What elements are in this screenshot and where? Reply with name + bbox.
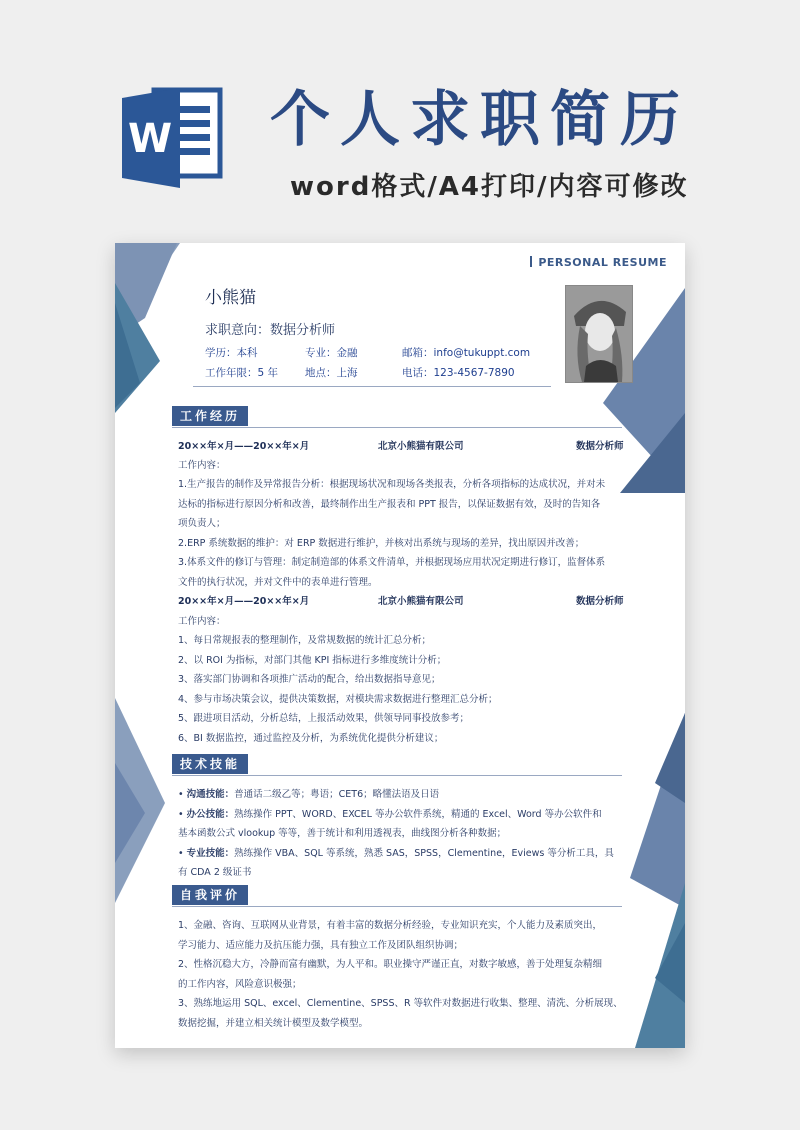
section-divider (172, 427, 622, 428)
job-line: 1.生产报告的制作及异常报告分析：根据现场状况和现场各类报表，分析各项指标的达成状况，并对未 (178, 479, 606, 490)
skill-item: • 办公技能：熟练操作 PPT、WORD、EXCEL 等办公软件系统，精通的 Excel、Word 等办公软件和 (178, 809, 602, 820)
job-line: 6、BI 数据监控，通过监控及分析，为系统优化提供分析建议； (178, 733, 444, 744)
self-eval-line: 2、性格沉稳大方，冷静而富有幽默，为人平和。职业操守严谨正直，对数字敏感，善于处理复杂精细 (178, 959, 603, 970)
info-email: 邮箱：info@tukuppt.com (402, 347, 531, 359)
section-work-experience: 工作经历 (172, 406, 248, 426)
job-company: 北京小熊猫有限公司 (378, 441, 464, 452)
section-divider (172, 775, 622, 776)
job-line: 5、跟进项目活动，分析总结，上报活动效果，供领导同事投放参考； (178, 713, 470, 724)
job-intent: 求职意向：数据分析师 (205, 323, 336, 338)
self-eval-line: 1、金融、咨询、互联网从业背景，有着丰富的数据分析经验，专业知识充实，个人能力及素质突出， (178, 920, 603, 931)
section-divider (172, 906, 622, 907)
job-role: 数据分析师 (576, 441, 624, 452)
info-education: 学历：本科 (205, 347, 258, 359)
profile-photo (565, 285, 633, 383)
word-logo-icon (118, 84, 228, 194)
job-line: 2、以 ROI 为指标，对部门其他 KPI 指标进行多维度统计分析； (178, 655, 447, 666)
candidate-name: 小熊猫 (205, 288, 256, 308)
info-phone: 电话：123-4567-7890 (402, 367, 515, 379)
job-period: 20××年×月——20××年×月 (178, 441, 310, 452)
job-company: 北京小熊猫有限公司 (378, 596, 464, 607)
resume-sheet (115, 243, 685, 1048)
info-years: 工作年限：5 年 (205, 367, 279, 379)
self-eval-line: 学习能力、适应能力及抗压能力强，具有独立工作及团队组织协调； (178, 940, 464, 951)
job-line: 文件的执行状况，并对文件中的表单进行管理。 (178, 577, 378, 588)
header-banner (0, 0, 800, 240)
job-content-label: 工作内容： (178, 616, 226, 627)
job-line: 3.体系文件的修订与管理：制定制造部的体系文件清单，并根据现场应用状况定期进行修订，监督体系 (178, 557, 606, 568)
info-divider (193, 386, 551, 387)
skill-item: • 专业技能：熟练操作 VBA、SQL 等系统，熟悉 SAS，SPSS，Clementine，Eviews 等分析工具，具 (178, 848, 614, 859)
skill-item-continued: 有 CDA 2 级证书 (178, 867, 252, 878)
job-line: 2.ERP 系统数据的维护：对 ERP 数据进行维护，并核对出系统与现场的差异，找出原因并改善； (178, 538, 585, 549)
job-line: 3、落实部门协调和各项推广活动的配合，给出数据指导意见； (178, 674, 441, 685)
section-skills: 技术技能 (172, 754, 248, 774)
section-self-evaluation: 自我评价 (172, 885, 248, 905)
job-role: 数据分析师 (576, 596, 624, 607)
skill-item: • 沟通技能：普通话二级乙等；粤语；CET6；略懂法语及日语 (178, 789, 440, 800)
job-content-label: 工作内容： (178, 460, 226, 471)
page-title: 个人求职简历 (270, 85, 690, 155)
personal-resume-tag: PERSONAL RESUME (530, 256, 667, 269)
self-eval-line: 数据挖掘，并建立相关统计模型及数学模型。 (178, 1018, 369, 1029)
page-subtitle: word格式/A4打印/内容可修改 (290, 172, 689, 202)
word-logo-letter: W (127, 116, 173, 162)
self-eval-line: 3、熟练地运用 SQL、excel、Clementine、SPSS、R 等软件对数据进行收集、整理、清洗、分析展现、 (178, 998, 623, 1009)
job-line: 项负责人； (178, 518, 226, 529)
job-period: 20××年×月——20××年×月 (178, 596, 310, 607)
self-eval-line: 的工作内容，风险意识极强； (178, 979, 302, 990)
info-location: 地点：上海 (305, 367, 358, 379)
job-line: 4、参与市场决策会议，提供决策数据，对模块需求数据进行整理汇总分析； (178, 694, 498, 705)
skill-item-continued: 基本函数公式 vlookup 等等，善于统计和利用透视表，曲线图分析各种数据； (178, 828, 507, 839)
job-line: 1、每日常规报表的整理制作，及常规数据的统计汇总分析； (178, 635, 432, 646)
job-line: 达标的指标进行原因分析和改善，最终制作出生产报表和 PPT 报告，以保证数据有效，及时的告知各 (178, 499, 601, 510)
info-major: 专业：金融 (305, 347, 358, 359)
